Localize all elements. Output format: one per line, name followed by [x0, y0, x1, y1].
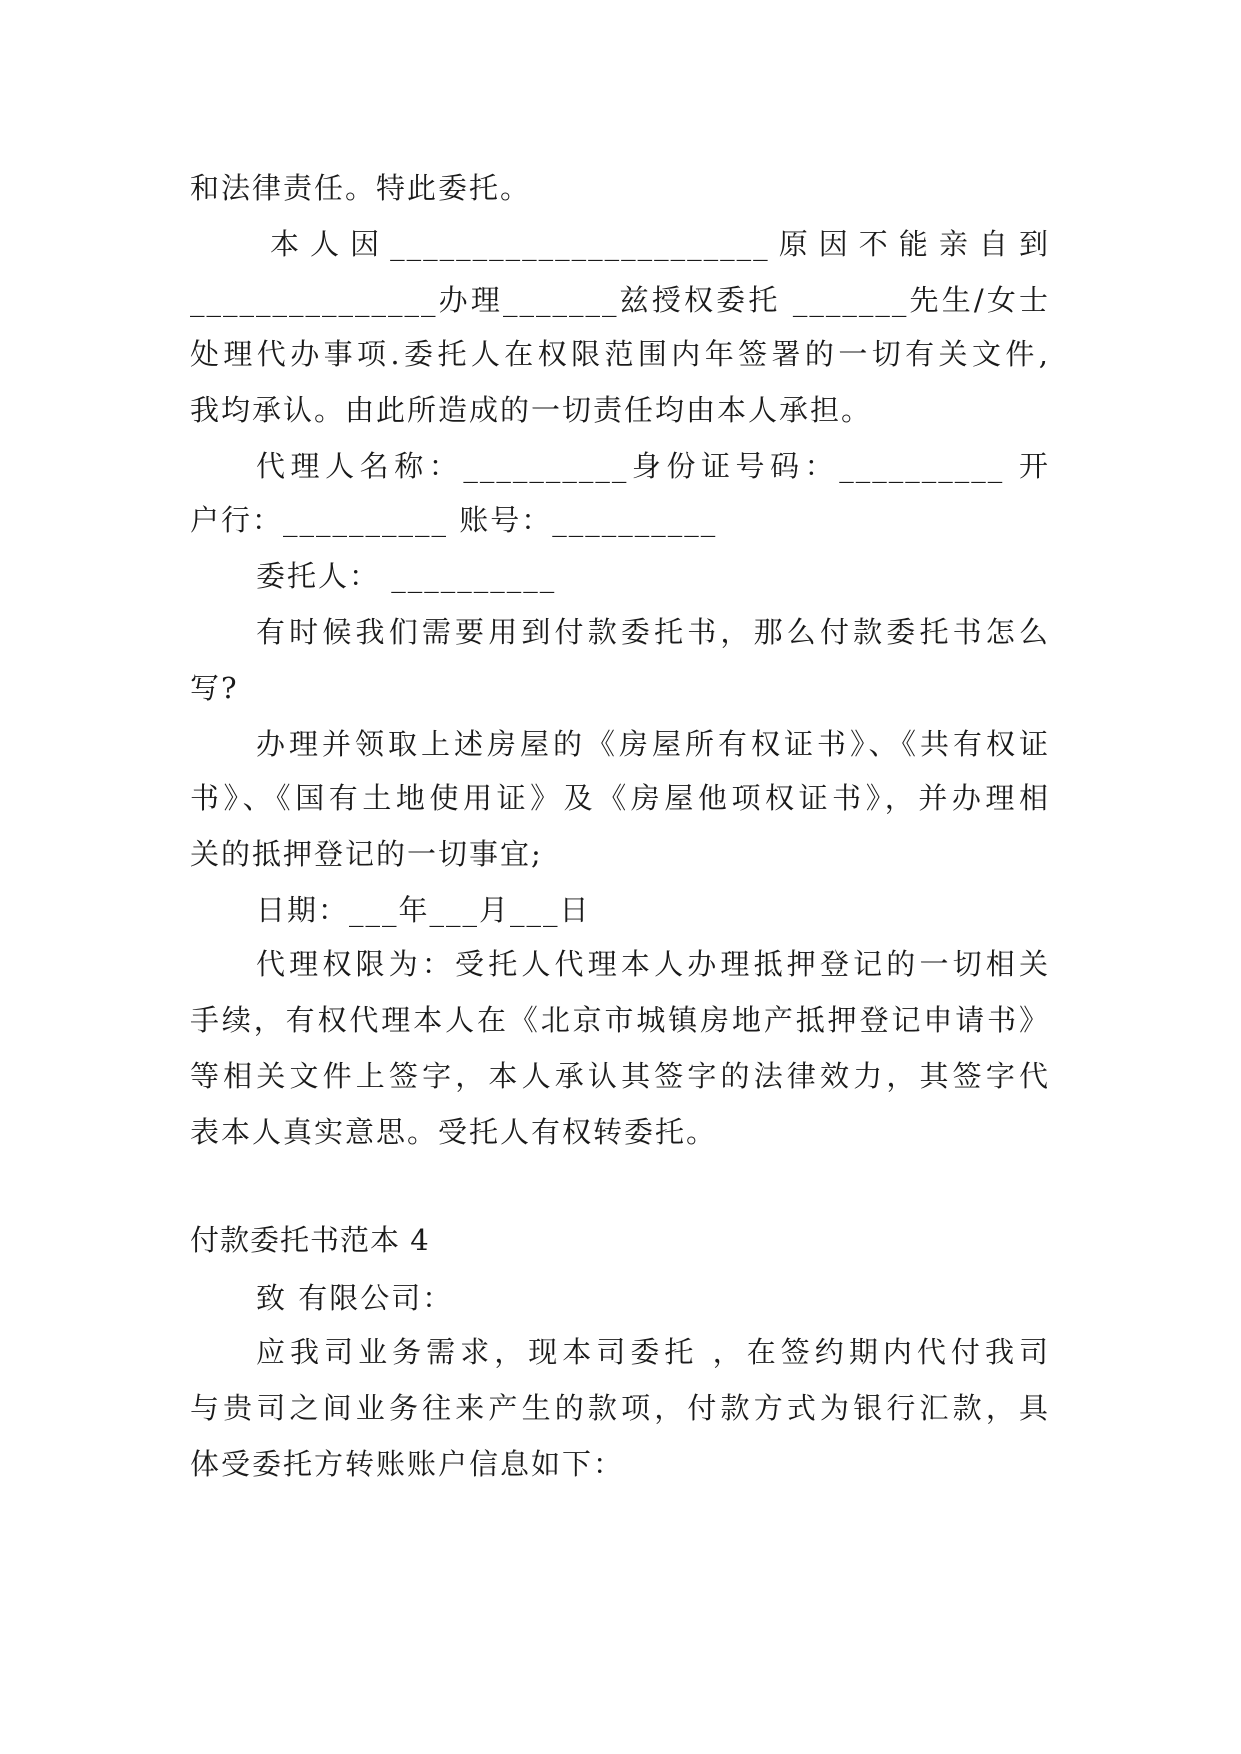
text-line: 代理权限为：受托人代理本人办理抵押登记的一切相关	[256, 947, 1050, 981]
text-line: 表本人真实意思。受托人有权转委托。	[190, 1115, 718, 1149]
text-line: 与贵司之间业务往来产生的款项，付款方式为银行汇款，具	[190, 1391, 1050, 1425]
text-line: 应我司业务需求，现本司委托 ，在签约期内代付我司	[256, 1335, 1050, 1369]
text-line: 关的抵押登记的一切事宜;	[190, 837, 543, 871]
section-title: 付款委托书范本 4	[190, 1223, 430, 1257]
text-line: 户行：__________ 账号：__________	[190, 503, 718, 537]
text-line: 体受委托方转账账户信息如下：	[190, 1447, 625, 1481]
text-line: 日期：___年___月___日	[256, 893, 591, 927]
text-line: 代理人名称：__________身份证号码：__________ 开	[256, 449, 1050, 483]
text-line: 书》、《国有土地使用证》及《房屋他项权证书》，并办理相	[190, 781, 1050, 815]
text-line: _______________办理_______兹授权委托 _______先生/女士	[190, 283, 1050, 317]
text-line: 有时候我们需要用到付款委托书，那么付款委托书怎么	[256, 615, 1050, 649]
text-line: 我均承认。由此所造成的一切责任均由本人承担。	[190, 393, 873, 427]
text-line: 委托人： __________	[256, 559, 557, 593]
text-line: 本人因_______________________原因不能亲自到	[270, 227, 1050, 261]
text-line: 等相关文件上签字，本人承认其签字的法律效力，其签字代	[190, 1059, 1050, 1093]
text-line: 办理并领取上述房屋的《房屋所有权证书》、《共有权证	[256, 727, 1050, 761]
text-line: 处理代办事项.委托人在权限范围内年签署的一切有关文件,	[190, 337, 1050, 371]
text-line: 致 有限公司：	[256, 1281, 454, 1315]
text-line: 和法律责任。特此委托。	[190, 171, 532, 205]
text-line: 写?	[190, 671, 239, 705]
text-line: 手续，有权代理本人在《北京市城镇房地产抵押登记申请书》	[190, 1003, 1050, 1037]
